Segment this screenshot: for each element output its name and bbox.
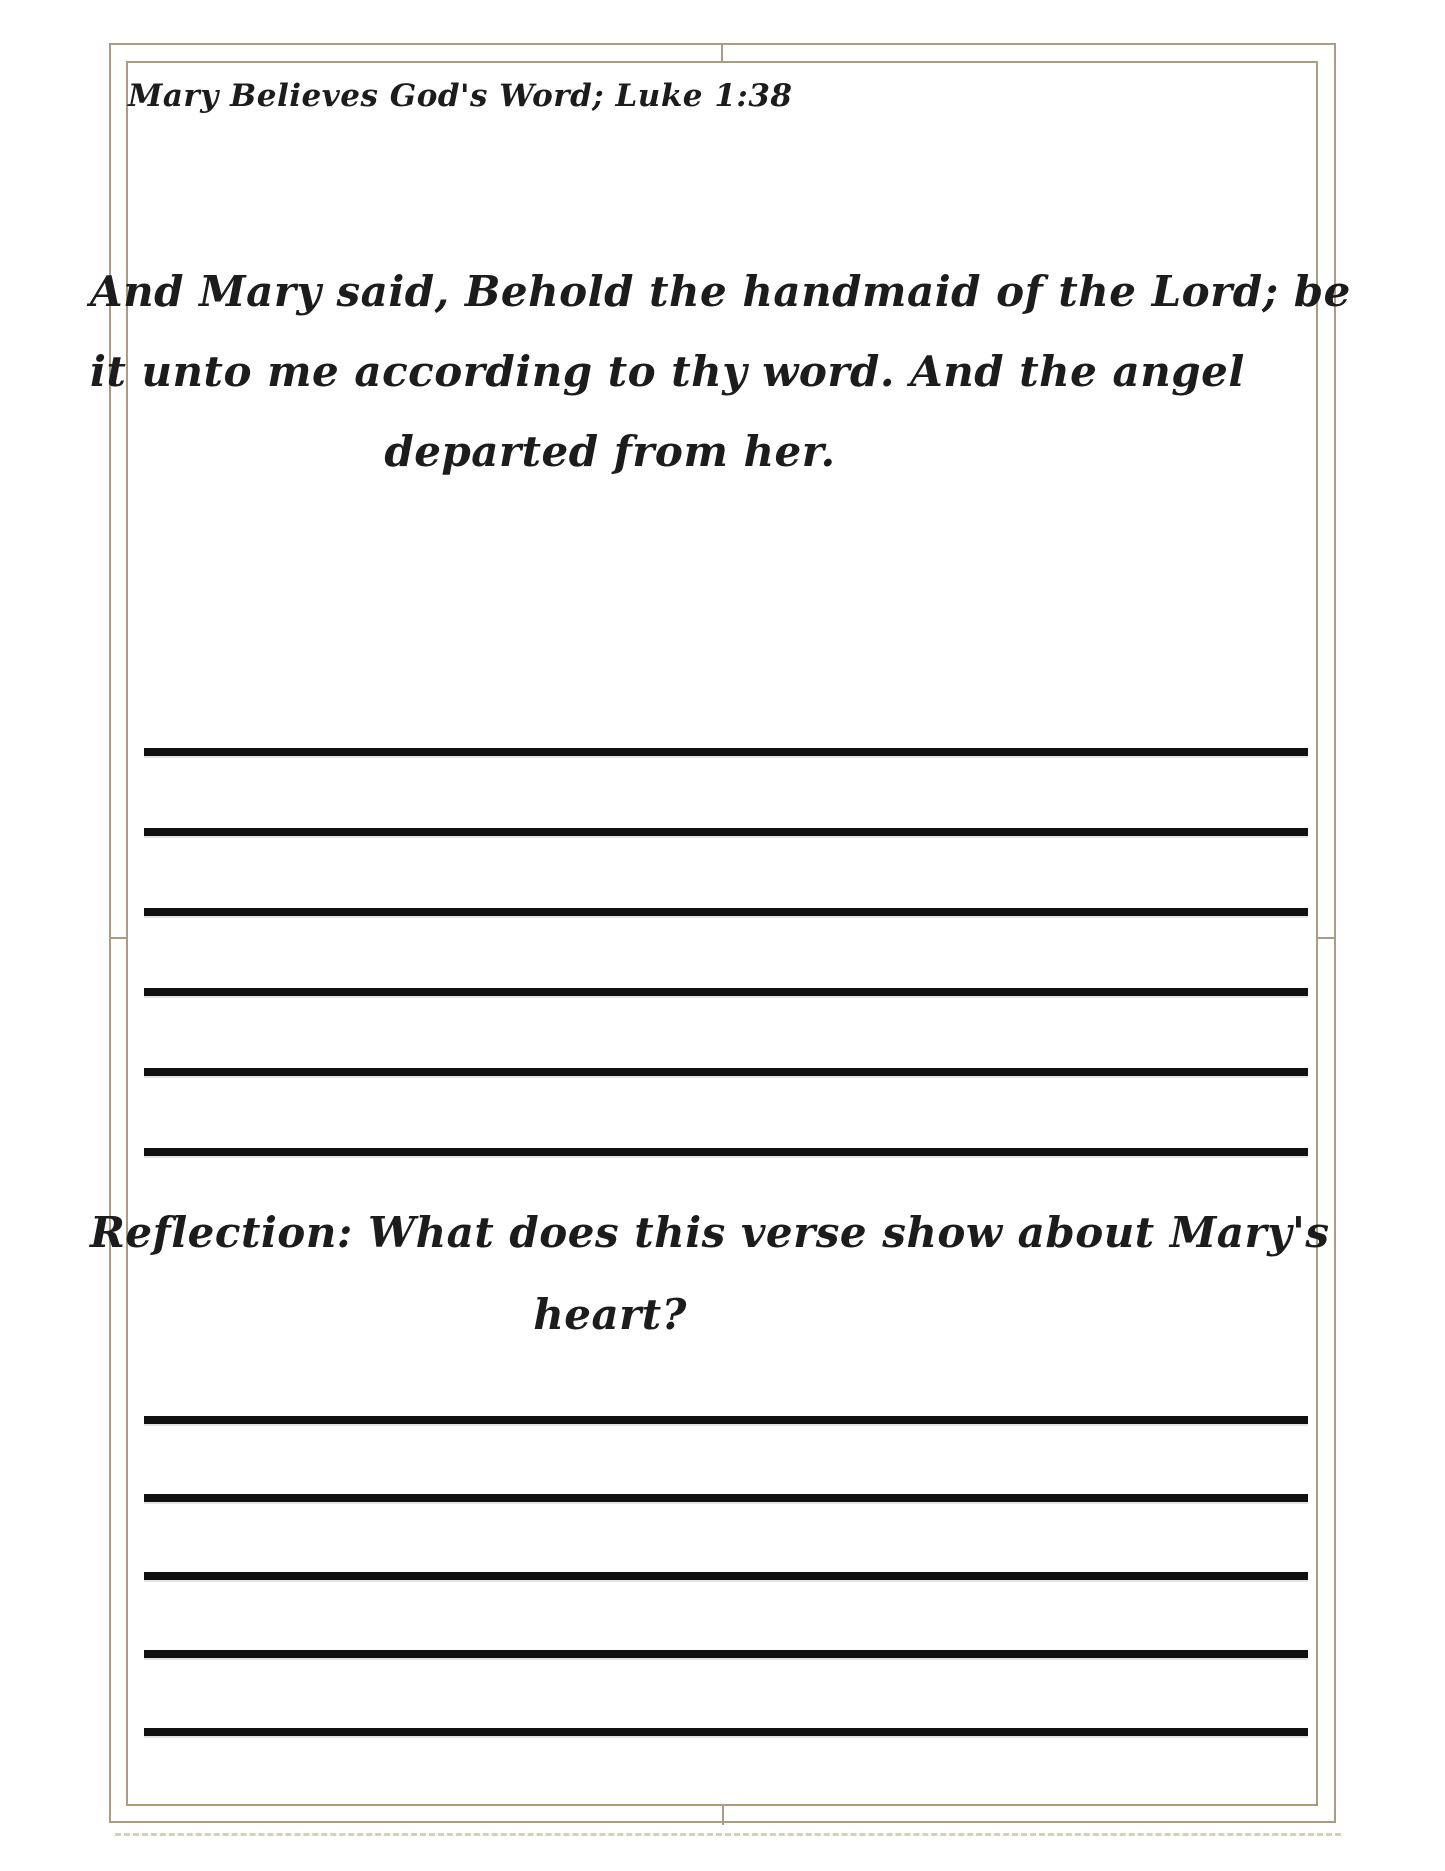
border-seam-right	[1316, 937, 1336, 939]
verse-line: it unto me according to thy word. And the angel	[90, 347, 1245, 396]
verse-copywork-lines	[144, 748, 1308, 1156]
reflection-line: heart?	[533, 1290, 687, 1339]
page-title: Mary Believes God's Word; Luke 1:38	[128, 78, 793, 114]
writing-line	[144, 1650, 1308, 1658]
writing-line	[144, 748, 1308, 756]
verse-line: departed from her.	[384, 427, 836, 476]
border-seam-bottom	[722, 1805, 724, 1825]
writing-line	[144, 1572, 1308, 1580]
writing-line	[144, 1068, 1308, 1076]
border-seam-left	[109, 937, 128, 939]
verse-text	[90, 252, 1351, 492]
reflection-answer-lines	[144, 1416, 1308, 1736]
reflection-prompt	[90, 1192, 1330, 1356]
writing-line	[144, 908, 1308, 916]
border-seam-top	[721, 43, 723, 63]
writing-line	[144, 1148, 1308, 1156]
writing-line	[144, 1728, 1308, 1736]
writing-line	[144, 1416, 1308, 1424]
writing-line	[144, 828, 1308, 836]
writing-line	[144, 988, 1308, 996]
reflection-line: Reflection: What does this verse show about Mary's	[90, 1208, 1330, 1257]
bottom-dashed-line	[115, 1833, 1341, 1836]
writing-line	[144, 1494, 1308, 1502]
verse-line: And Mary said, Behold the handmaid of the Lord; be	[90, 267, 1351, 316]
